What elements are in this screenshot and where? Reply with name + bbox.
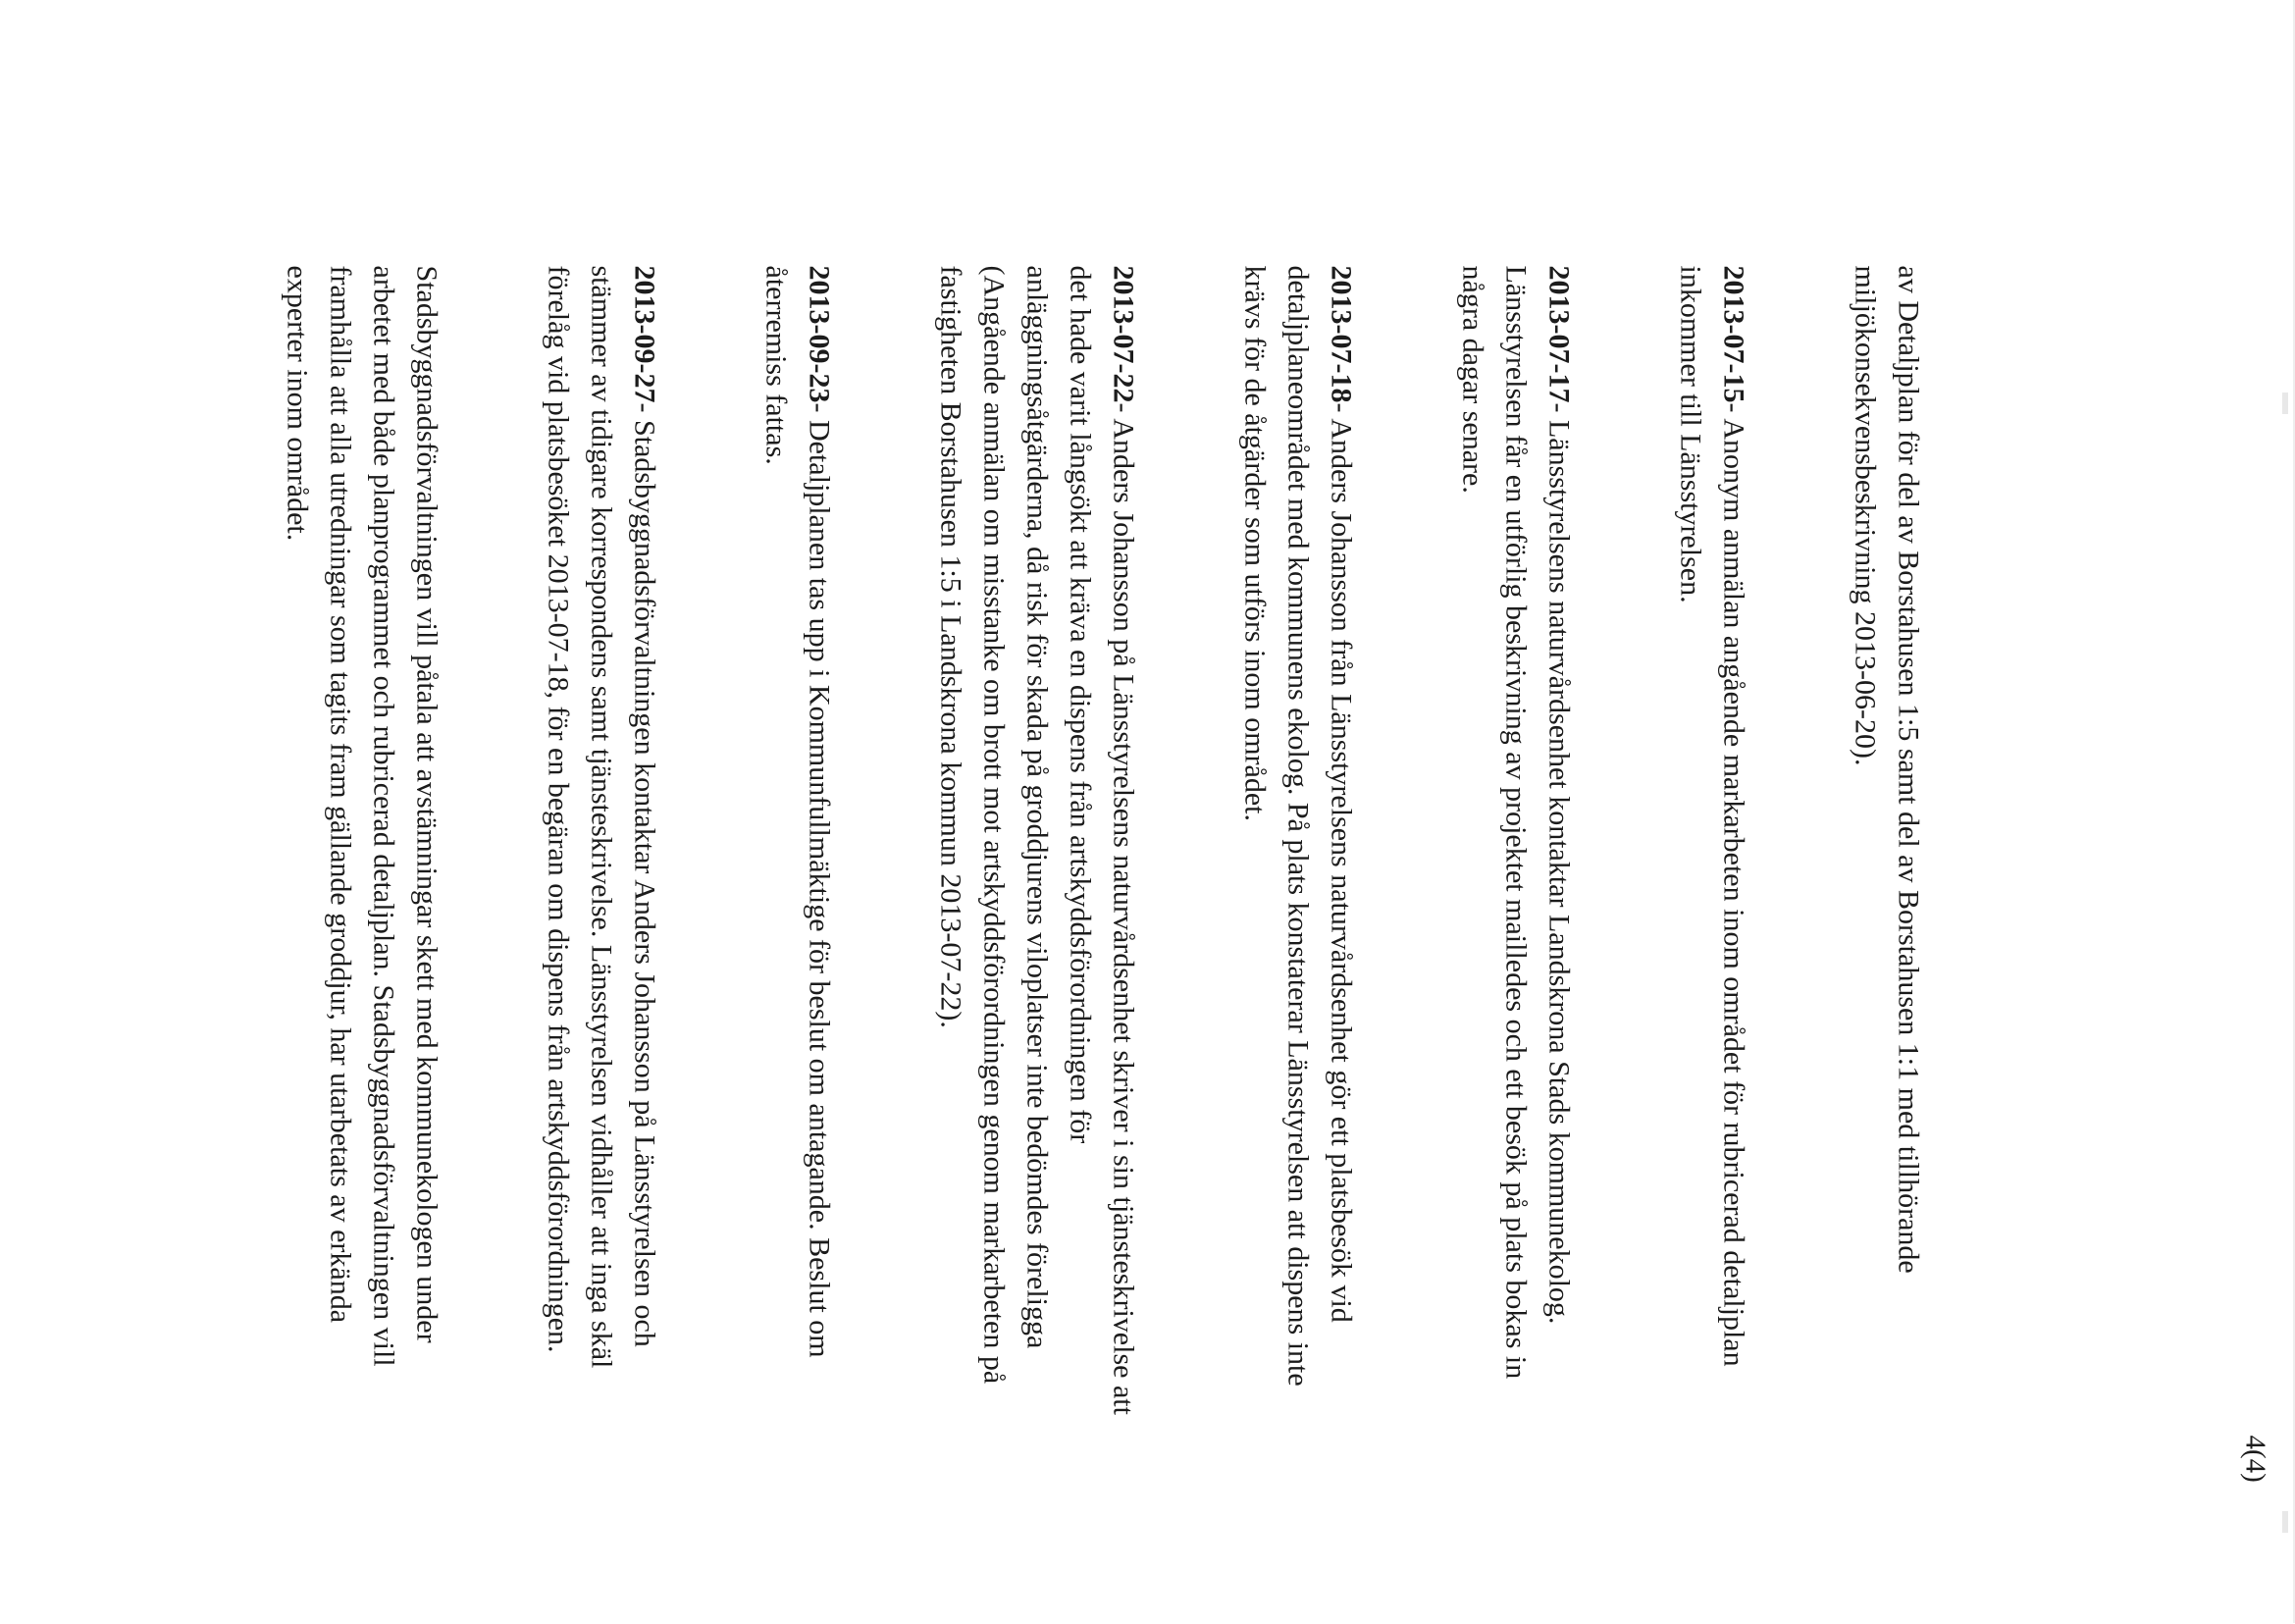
entry-text: - Anonym anmälan angående markarbeten inom området för rubricerad detaljplan inkommer till Länsstyrelsen.	[1674, 265, 1750, 1367]
timeline-entry	[1451, 266, 1581, 1424]
entry-date: 2013-07-17	[1542, 265, 1576, 403]
entry-text: - Anders Johansson på Länsstyrelsens naturvårdsenhet skriver i sin tjänsteskrivelse att det hade varit långsökt att kräva en dispens från artskyddsförordningen för anläggningsåtgärderna, då risk för skada på groddjurens viloplatser inte bedömdes föreligga (Angående anmälan om misstanke om brott mot artskyddsförordningen genom markarbeten på fastigheten Borstahusen 1:5 i Landskrona kommun 2013-07-22).	[934, 265, 1140, 1415]
entry-paragraph	[755, 266, 841, 1424]
entry-text: - Detaljplanen tas upp i Kommunfullmäktige för beslut om antagande. Beslut om återremiss fattas.	[759, 265, 836, 1358]
entry-date: 2013-07-15	[1717, 265, 1750, 403]
intro-paragraph	[1844, 266, 1930, 1424]
entry-paragraph	[1451, 266, 1581, 1424]
entry-date: 2013-09-27	[628, 265, 661, 403]
timeline-entry	[929, 266, 1145, 1424]
entry-text: - Stadsbyggnadsförvaltningen kontaktar Anders Johansson på Länsstyrelsen och stämmer av tidigare korrespondens samt tjänsteskrivelse. Länsstyrelsen vidhåller att inga skäl förelåg vid platsbesöket 2013-07-18, för en begäran om dispens från artskyddsförordningen.	[542, 265, 661, 1369]
entry-paragraph	[1669, 266, 1755, 1424]
document-page	[0, 1, 2295, 1624]
entry-date: 2013-07-18	[1325, 265, 1358, 403]
closing-text: Stadsbyggnadsförvaltningen vill påtala att avstämningar skett med kommunekologen under arbetet med både planprogrammet och rubricerad detaljplan. Stadsbyggnadsförvaltningen vill framhålla att alla utredningar som tagits fram gällande groddjur, har utarbetats av erkända experter inom området.	[281, 265, 443, 1367]
entry-text: - Anders Johansson från Länsstyrelsens naturvårdsenhet gör ett platsbesök vid detaljplaneområdet med kommunens ekolog. På plats konstaterar Länsstyrelsen att dispens inte krävs för de åtgärder som utförs inom området.	[1238, 265, 1358, 1387]
entry-date: 2013-09-23	[803, 265, 836, 403]
document-body	[187, 266, 1930, 1424]
entry-paragraph	[1233, 266, 1363, 1424]
timeline-entry	[1669, 266, 1755, 1424]
scan-artifact	[2282, 393, 2288, 414]
entry-text: - Länsstyrelsens naturvårdsenhet kontaktar Landskrona Stads kommunekolog. Länsstyrelsen får en utförlig beskrivning av projektet mailledes och ett besök på plats bokas in några dagar senare.	[1456, 265, 1576, 1380]
scan-artifact	[2282, 1511, 2288, 1533]
entry-date: 2013-07-22	[1107, 265, 1140, 403]
closing-paragraph	[276, 266, 448, 1424]
entry-paragraph	[929, 266, 1145, 1424]
entry-paragraph	[537, 266, 666, 1424]
timeline-entry	[1233, 266, 1363, 1424]
intro-text: av Detaljplan för del av Borstahusen 1:5 samt del av Borstahusen 1:1 med tillhörande miljökonsekvensbeskrivning 2013-06-20).	[1849, 265, 1925, 1274]
timeline-entry	[755, 266, 841, 1424]
page-number: 4(4)	[2239, 1435, 2271, 1483]
timeline-entry	[537, 266, 666, 1424]
